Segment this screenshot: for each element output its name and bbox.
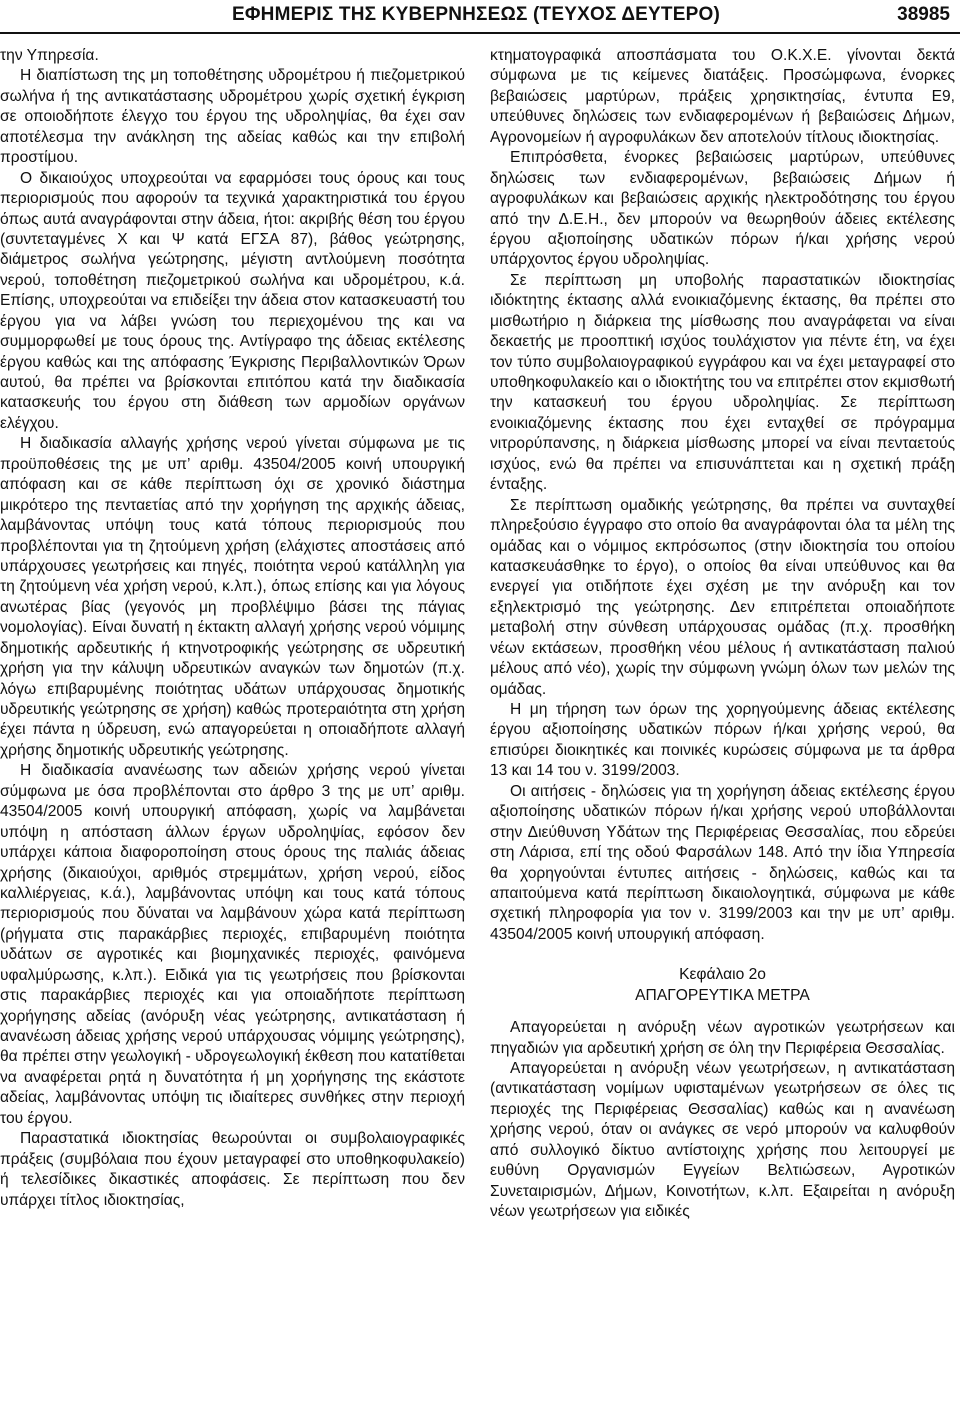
- paragraph: Σε περίπτωση ομαδικής γεώτρησης, θα πρέπει να συνταχθεί πληρεξούσιο έγγραφο στο οποίο θα αναγράφονται όλα τα μέλη της ομάδας και ο νόμιμος εκπρόσωπος (στην ιδιοκτησία του οποίου κατασκευάσθηκε το έργο), ο οποίος θα είναι υπεύθυνος και θα ενεργεί για οτιδήποτε έχει σχέση με την ανόρυξη και τον εξηλεκτρισμό της γεώτρησης. Δεν επιτρέπεται οποιαδήποτε μεταβολή στην σύνθεση υπάρχουσας ομάδας (π.χ. προσθήκη νέων εκτάσεων, προσθήκη νέου μέλους ή αντικατάσταση παλιού μέλους από νέο), χωρίς την σύμφωνη γνώμη όλων των μελών της ομάδας.: [490, 496, 955, 698]
- left-column: [0, 46, 465, 1421]
- paragraph: Οι αιτήσεις - δηλώσεις για τη χορήγηση άδειας εκτέλεσης έργου αξιοποίησης υδατικών πόρων ή/και χρήσης νερού υποβάλλονται στην Διεύθυνση Υδάτων της Περιφέρειας Θεσσαλίας, που εδρεύει στη Λάρισα, επί της οδού Φαρσάλων 148. Από την ίδια Υπηρεσία θα χορηγούνται έντυπες αιτήσεις - δηλώσεις, καθώς και τα απαιτούμενα κατά περίπτωση δικαιολογητικά, σύμφωνα με κάθε σχετική πληροφορία για τον ν. 3199/2003 και την με υπ’ αριθμ. 43504/2005 κοινή υπουργική απόφαση.: [490, 782, 955, 943]
- right-column: [490, 46, 955, 1421]
- paragraph: Η διαπίστωση της μη τοποθέτησης υδρομέτρου ή πιεζομετρικού σωλήνα ή της αντικατάστασης υδρομέτρου χωρίς σχετική έγκριση σε οποιοδήποτε έλεγχο του έργου της υδροληψίας, θα έχει σαν αποτέλεσμα την ανάκληση της αδείας καθώς και την επιβολή προστίμου.: [0, 67, 465, 167]
- gazette-title: ΕΦΗΜΕΡΙΣ ΤΗΣ ΚΥΒΕΡΝΗΣΕΩΣ (ΤΕΥΧΟΣ ΔΕΥΤΕΡΟ): [232, 4, 720, 25]
- page-header: [0, 0, 960, 34]
- paragraph: Απαγορεύεται η ανόρυξη νέων γεωτρήσεων, η αντικατάσταση (αντικατάσταση νομίμων υφισταμένων γεωτρήσεων σε όλες τις περιοχές της Περιφέρειας Θεσσαλίας) καθώς και η ανανέωση χρήσης νερού, όταν οι ανάγκες σε νερό μπορούν να καλυφθούν από συλλογικό δίκτυο αντίστοιχης χρήσης που λειτουργεί με ευθύνη Οργανισμών Εγγείων Βελτιώσεων, Αγροτικών Συνεταιρισμών, Δήμων, Κοινοτήτων, κ.λπ. Εξαιρείται η ανόρυξη νέων γεωτρήσεων για ειδικές: [490, 1060, 955, 1221]
- paragraph: Απαγορεύεται η ανόρυξη νέων αγροτικών γεωτρήσεων και πηγαδιών για αρδευτική χρήση σε όλη την Περιφέρεια Θεσσαλίας.: [490, 1019, 955, 1057]
- paragraph: Σε περίπτωση μη υποβολής παραστατικών ιδιοκτησίας ιδιόκτητης έκτασης αλλά ενοικιαζόμενης έκτασης, θα πρέπει στο μισθωτήριο η διάρκεια της μίσθωσης που αναγράφεται να είναι δεκαετής με προοπτική ισχύος τουλάχιστον για πέντε έτη, να έχει τον τύπο συμβολαιογραφικού εγγράφου και να έχει μεταγραφεί στο υποθηκοφυλακείο και ο ιδιοκτήτης του να επιτρέπει στον εκμισθωτή την κατασκευή του έργου υδροληψίας. Σε περίπτωση ενοικιαζόμενης έκτασης που έχει ενταχθεί σε πρόγραμμα νιτρορύπανσης, η διάρκεια μίσθωσης μπορεί να είναι πενταετούς ισχύος, ενώ θα πρέπει να επισυνάπτεται και η σχετική πράξη ένταξης.: [490, 271, 955, 494]
- chapter-number: Κεφάλαιο 2ο: [679, 966, 766, 984]
- header-divider: [0, 32, 960, 34]
- paragraph: Παραστατικά ιδιοκτησίας θεωρούνται οι συμβολαιογραφικές πράξεις (συμβόλαια που έχουν μεταγραφεί στο υποθηκοφυλακείο) ή τελεσίδικες δικαστικές αποφάσεις. Σε περίπτωση που δεν υπάρχει τίτλος ιδιοκτησίας,: [0, 1130, 465, 1209]
- chapter-title: ΑΠΑΓΟΡΕΥΤΙΚΑ ΜΕΤΡΑ: [635, 986, 810, 1004]
- paragraph: την Υπηρεσία.: [0, 47, 99, 64]
- paragraph: Επιπρόσθετα, ένορκες βεβαιώσεις μαρτύρων, υπεύθυνες δηλώσεις των ενδιαφερομένων, βεβαιώσεις Δήμων ή αγροφυλάκων και βεβαιώσεις αρχικής ηλεκτροδότησης του έργου από την Δ.Ε.Η., δεν μπορούν να θεωρηθούν άδειες εκτέλεσης έργου αξιοποίησης υδατικών πόρων ή/και χρήσης νερού υπάρχοντος έργου υδροληψίας.: [490, 149, 955, 269]
- paragraph: Ο δικαιούχος υποχρεούται να εφαρμόσει τους όρους και τους περιορισμούς που αφορούν τα τεχνικά χαρακτηριστικά του έργου όπως αυτά αναγράφονται στην άδεια, ήτοι: ακριβής θέση του έργου (συντεταγμένες Χ και Ψ κατά ΕΓΣΑ 87), βάθος γεώτρησης, διάμετρος σωλήνα γεώτρησης, μέγιστη αντλούμενη ποσότητα νερού, τοποθέτηση πιεζομετρικού σωλήνα και υδρομέτρου, κ.ά. Επίσης, υποχρεούται να επιδείξει την άδεια στον κατασκευαστή του έργου για να λάβει γνώση του περιεχομένου της και να συμμορφωθεί με τους όρους της. Αντίγραφο της άδειας εκτέλεσης έργου καθώς και της απόφασης Έγκρισης Περιβαλλοντικών Όρων αυτού, θα πρέπει να βρίσκονται επιτόπου κατά την διαδικασία κατασκευής του έργου στη διάθεση των αρμοδίων οργάνων ελέγχου.: [0, 169, 465, 432]
- paragraph: κτηματογραφικά αποσπάσματα του Ο.Κ.Χ.Ε. γίνονται δεκτά σύμφωνα με τις κείμενες διατάξεις. Προσώμφωνα, ένορκες βεβαιώσεις μαρτύρων, πράξεις χρησικτησίας, έντυπα Ε9, υπεύθυνες δηλώσεις των ενδιαφερομένων ή βεβαιώσεις Δήμων, Αγρονομείων ή αγροφυλάκων δεν αποτελούν τίτλους ιδιοκτησίας.: [490, 47, 955, 146]
- page-number: 38985: [897, 4, 950, 25]
- paragraph: Η διαδικασία ανανέωσης των αδειών χρήσης νερού γίνεται σύμφωνα με όσα προβλέπονται στο άρθρο 3 της με υπ’ αριθμ. 43504/2005 κοινή υπουργική απόφαση, χωρίς να λαμβάνεται υπόψη η απόσταση άλλων έργων υδροληψίας, εφόσον δεν υπάρχει κάποια διαφοροποίηση στους όρους της παλιάς άδειας χρήσης (δικαιούχοι, αριθμός στρεμμάτων, χρήση νερού, είδος καλλιέργειας, κ.ά.), λαμβάνοντας υπόψη και τους κατά τόπους περιορισμούς που δύναται να λαμβάνουν χώρα κατά περίπτωση (ρήγματα στις παρακάρβιες περιοχές, επιβαρυμένη ποιότητα υδάτων σε αγροτικές και βιομηχανικές περιοχές, φαινόμενα υφαλμύρωσης, κ.λπ.). Ειδικά για τις γεωτρήσεις που βρίσκονται στις παρακάρβιες περιοχές και για οποιαδήποτε περίπτωση χορήγησης αδείας (ανόρυξη νέας γεώτρησης, αντικατάσταση ή ανανέωση άδειας χρήσης νερού υπάρχουσας νόμιμης γεώτρησης), θα πρέπει στην γεωλογική - υδρογεωλογική έκθεση που κατατίθεται να αναφέρεται ρητά η δυνατότητα ή μη χορήγησης της εκάστοτε αδείας, λαμβάνοντας υπόψη τις ιδιαίτερες συνθήκες στην περιοχή του έργου.: [0, 762, 465, 1127]
- paragraph: Η μη τήρηση των όρων της χορηγούμενης άδειας εκτέλεσης έργου αξιοποίησης υδατικών πόρων ή/και χρήσης νερού, θα επισύρει διοικητικές και ποινικές κυρώσεις σύμφωνα με τα άρθρα 13 και 14 του ν. 3199/2003.: [490, 701, 955, 780]
- paragraph: Η διαδικασία αλλαγής χρήσης νερού γίνεται σύμφωνα με τις προϋποθέσεις της με υπ’ αριθμ. 43504/2005 κοινή υπουργική απόφαση και σε κάθε περίπτωση όχι σε χρονικό διάστημα μικρότερο της πενταετίας από την χορήγηση της αρχικής άδειας, λαμβάνοντας υπόψη τους κατά τόπους περιορισμούς που προβλέπονται για τη ζητούμενη χρήση (ελάχιστες αποστάσεις από υπάρχουσες γεωτρήσεις και πηγές, ποιότητα νερού κατάλληλη για τη ζητούμενη νέα χρήση νερού, κ.λπ.), όπως επίσης και για λόγους ανωτέρας βίας (γεγονός μη προβλέψιμο βάσει της πάγιας νομολογίας). Είναι δυνατή η έκτακτη αλλαγή χρήσης νερού νόμιμης δημοτικής αρδευτικής ή κτηνοτροφικής γεώτρησης σε υδρευτική χρήση για την κάλυψη υδρευτικών αναγκών των δημοτών (π.χ. λόγω επιβαρυμένης ποιότητας υδάτων υπάρχουσας δημοτικής υδρευτικής γεώτρησης σε χρήση) καθώς προτεραιότητα στη χρήση έχει πάντα η ύδρευση, ενώ απαγορεύεται η οποιαδήποτε αλλαγή χρήσης δημοτικής υδρευτικής γεώτρησης.: [0, 435, 465, 759]
